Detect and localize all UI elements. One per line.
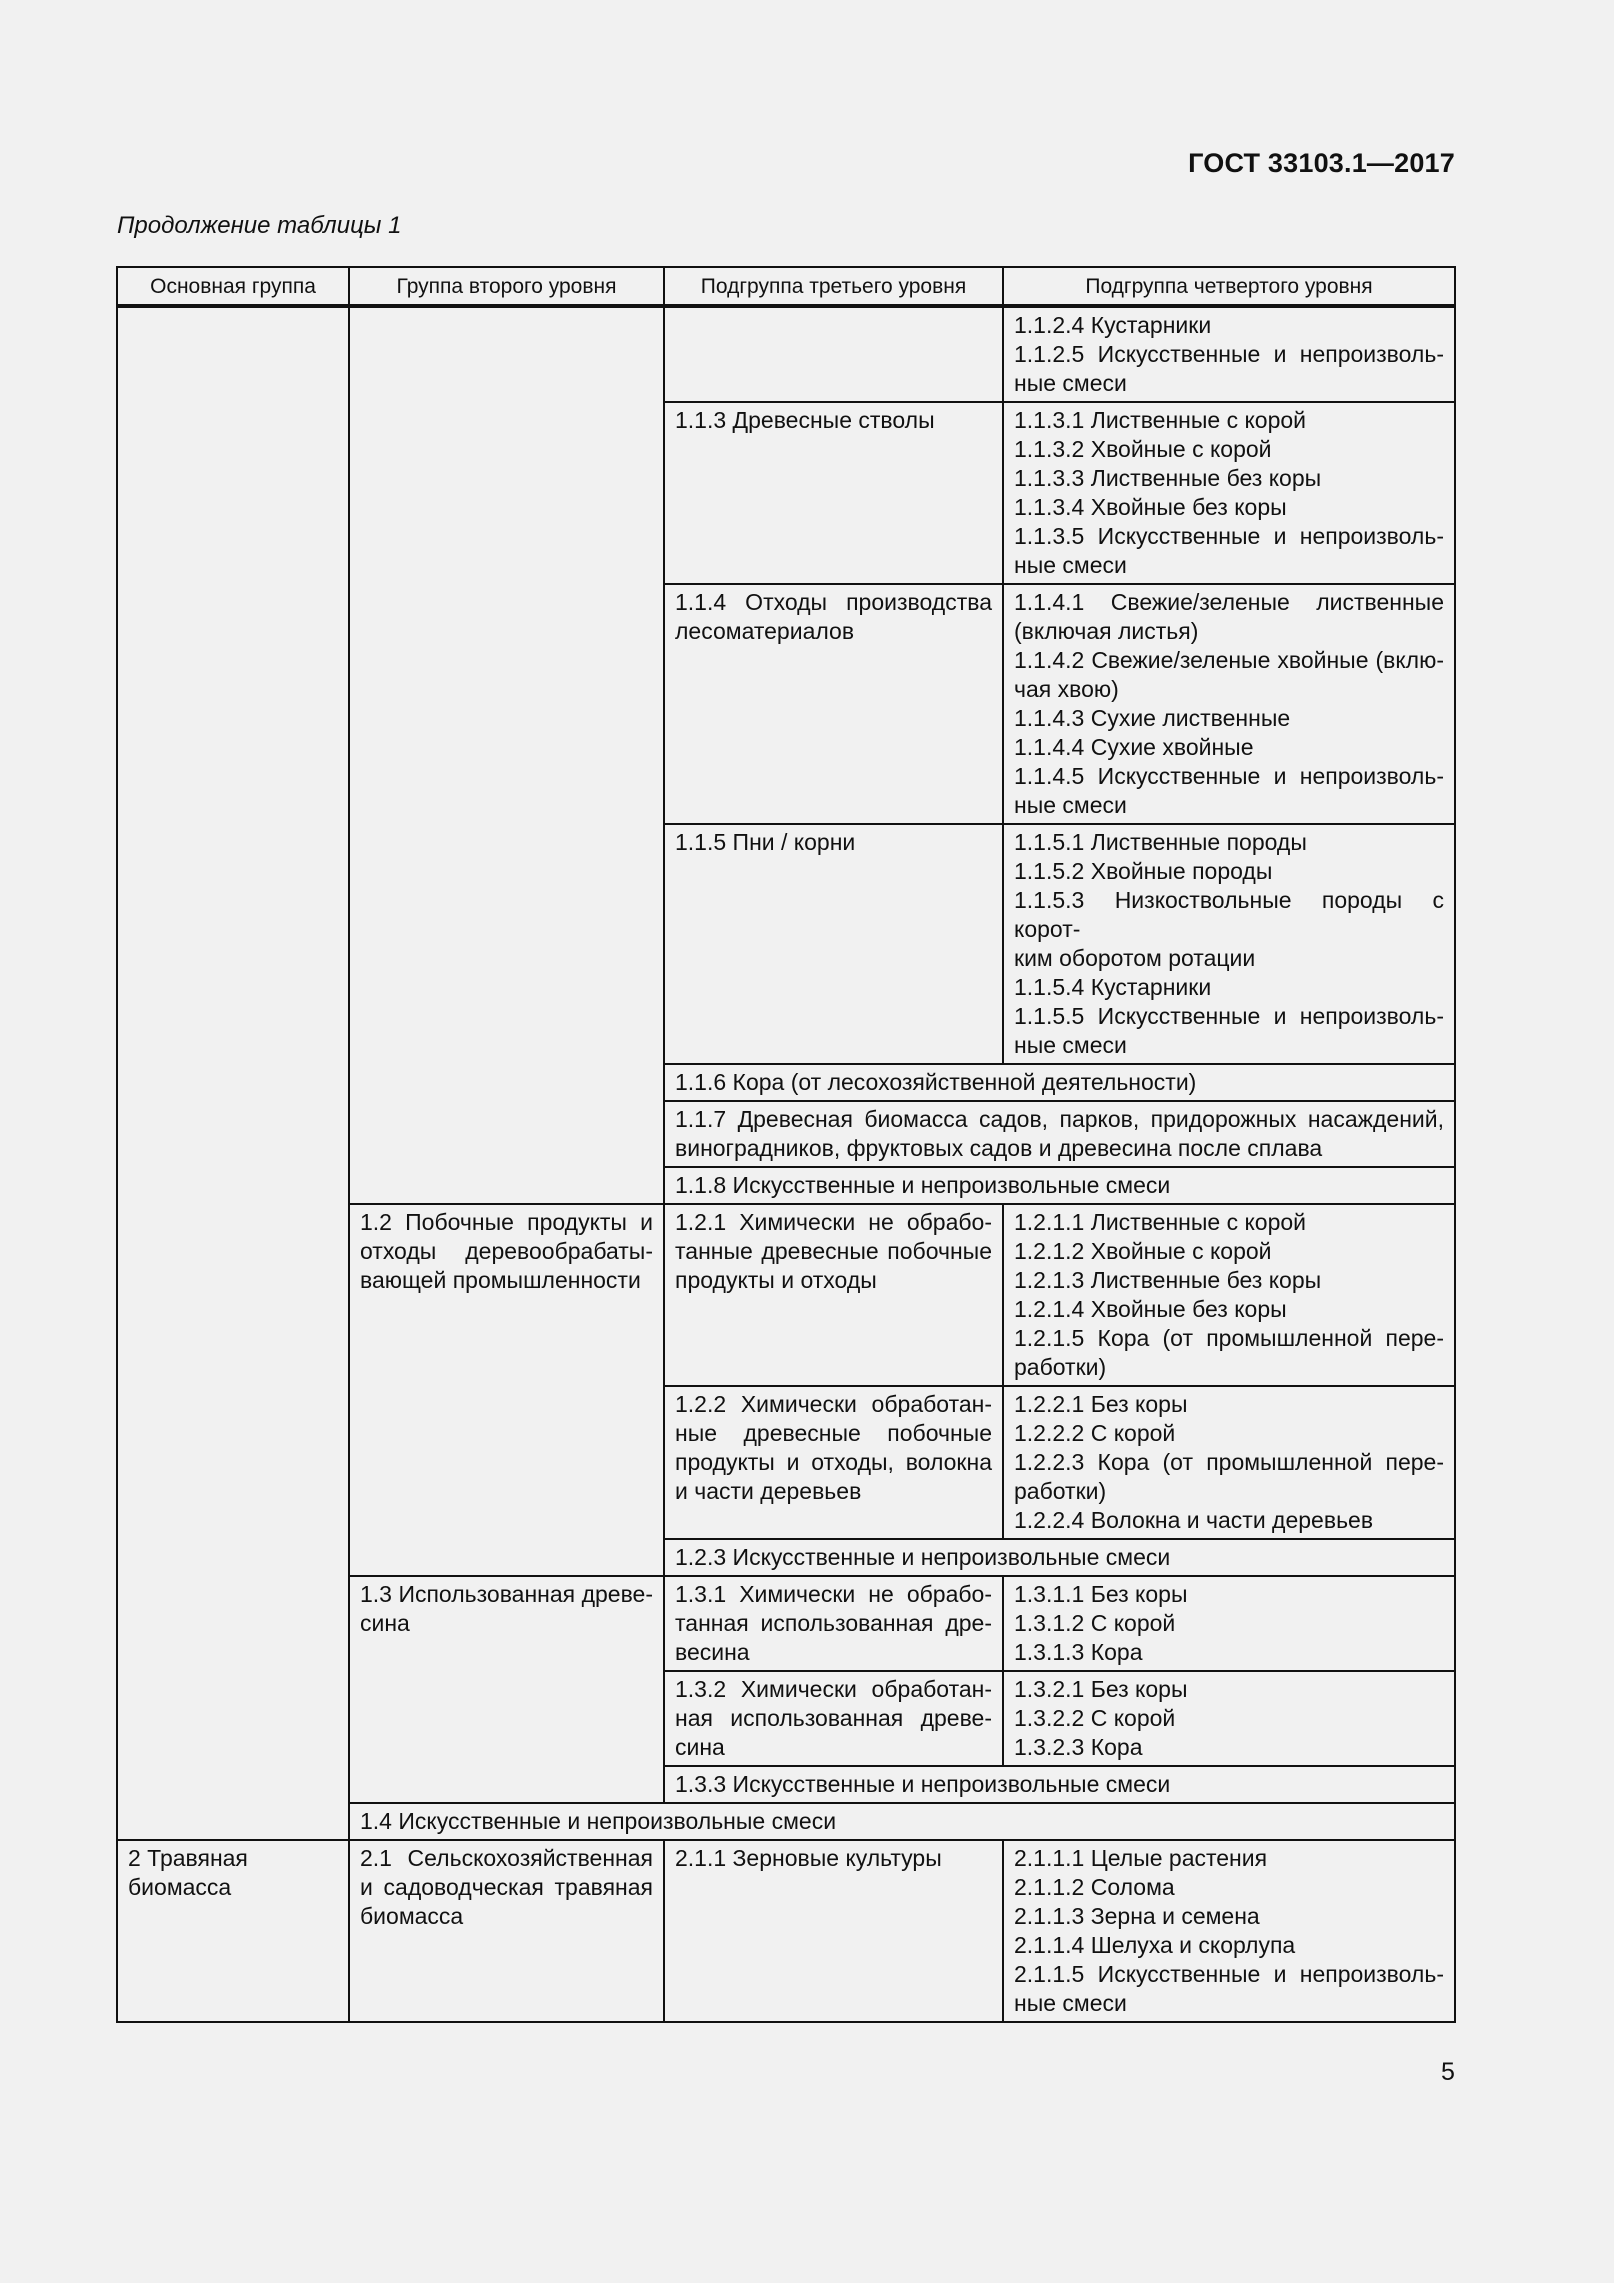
cell-subgroup-1-1-3: 1.1.3 Древесные стволы <box>664 402 1003 584</box>
table-caption: Продолжение таблицы 1 <box>117 212 402 239</box>
cell-main-group-1 <box>117 306 349 1840</box>
cell-r15-c4: 2.1.1.1 Целые растения 2.1.1.2 Солома 2.1.1.3 Зерна и семена 2.1.1.4 Шелуха и скорлупа 2.1.1.5 Искусственные и непроизволь- ные смеси <box>1003 1840 1455 2022</box>
col-header-main-group: Основная группа <box>117 267 349 306</box>
item-1-1-2-4: 1.1.2.4 Кустарники <box>1014 312 1212 338</box>
cell-group-1-2: 1.2 Побочные продукты и отходы деревообрабаты- вающей промышленности <box>349 1204 664 1576</box>
cell-group-1-1 <box>349 306 664 1204</box>
cell-subgroup-1-3-1: 1.3.1 Химически не обрабо- танная использованная дре- весина <box>664 1576 1003 1671</box>
cell-r8-c4: 1.2.1.1 Лиственные с корой 1.2.1.2 Хвойные с корой 1.2.1.3 Лиственные без коры 1.2.1.4 Хвойные без коры 1.2.1.5 Кора (от промышленной пере- работки) <box>1003 1204 1455 1386</box>
cell-r3-c4: 1.1.4.1 Свежие/зеленые лиственные (включая листья) 1.1.4.2 Свежие/зеленые хвойные (вклю- чая хвою) 1.1.4.3 Сухие лиственные 1.1.4.4 Сухие хвойные 1.1.4.5 Искусственные и непроизволь- ные смеси <box>1003 584 1455 824</box>
classification-table <box>116 266 1456 2023</box>
cell-subgroup-2-1-1: 2.1.1 Зерновые культуры <box>664 1840 1003 2022</box>
item-1-1-2-5-cont: ные смеси <box>1014 370 1127 396</box>
cell-r2-c4: 1.1.3.1 Лиственные с корой 1.1.3.2 Хвойные с корой 1.1.3.3 Лиственные без коры 1.1.3.4 Хвойные без коры 1.1.3.5 Искусственные и непроизволь- ные смеси <box>1003 402 1455 584</box>
cell-r9-c4: 1.2.2.1 Без коры 1.2.2.2 С корой 1.2.2.3 Кора (от промышленной пере- работки) 1.2.2.4 Волокна и части деревьев <box>1003 1386 1455 1539</box>
header-row <box>117 267 1455 306</box>
cell-r12-c4: 1.3.2.1 Без коры 1.3.2.2 С корой 1.3.2.3 Кора <box>1003 1671 1455 1766</box>
standard-number: ГОСТ 33103.1—2017 <box>1188 148 1455 178</box>
cell-subgroup-1-1-2 <box>664 306 1003 402</box>
cell-subgroup-1-1-4: 1.1.4 Отходы производства лесоматериалов <box>664 584 1003 824</box>
item-1-1-2-5: 1.1.2.5 Искусственные и непроизволь- <box>1014 341 1444 367</box>
cell-subgroup-1-2-3: 1.2.3 Искусственные и непроизвольные смеси <box>664 1539 1455 1576</box>
cell-r1-c4 <box>1003 306 1455 402</box>
cell-main-group-2: 2 Травяная биомасса <box>117 1840 349 2022</box>
cell-subgroup-1-1-5: 1.1.5 Пни / корни <box>664 824 1003 1064</box>
table-row <box>117 1840 1455 2022</box>
cell-subgroup-1-3-3: 1.3.3 Искусственные и непроизвольные смеси <box>664 1766 1455 1803</box>
cell-r4-c4: 1.1.5.1 Лиственные породы 1.1.5.2 Хвойные породы 1.1.5.3 Низкоствольные породы с корот- ким оборотом ротации 1.1.5.4 Кустарники 1.1.5.5 Искусственные и непроизволь- ные смеси <box>1003 824 1455 1064</box>
cell-subgroup-1-2-1: 1.2.1 Химически не обрабо- танные древесные побочные продукты и отходы <box>664 1204 1003 1386</box>
cell-subgroup-1-1-7: 1.1.7 Древесная биомасса садов, парков, придорожных насаждений, виноградников, фруктовых садов и древесина после сплава <box>664 1101 1455 1167</box>
cell-group-2-1: 2.1 Сельскохозяйственная и садоводческая травяная биомасса <box>349 1840 664 2022</box>
cell-r11-c4: 1.3.1.1 Без коры 1.3.1.2 С корой 1.3.1.3 Кора <box>1003 1576 1455 1671</box>
cell-group-1-4: 1.4 Искусственные и непроизвольные смеси <box>349 1803 1455 1840</box>
cell-subgroup-1-1-8: 1.1.8 Искусственные и непроизвольные смеси <box>664 1167 1455 1204</box>
col-header-fourth-level: Подгруппа четвертого уровня <box>1003 267 1455 306</box>
col-header-second-level: Группа второго уровня <box>349 267 664 306</box>
cell-subgroup-1-2-2: 1.2.2 Химически обработан- ные древесные побочные продукты и отходы, волокна и части деревьев <box>664 1386 1003 1539</box>
cell-subgroup-1-3-2: 1.3.2 Химически обработан- ная использованная древе- сина <box>664 1671 1003 1766</box>
page-number: 5 <box>1441 2058 1455 2086</box>
cell-group-1-3: 1.3 Использованная древе- сина <box>349 1576 664 1803</box>
cell-subgroup-1-1-6: 1.1.6 Кора (от лесохозяйственной деятельности) <box>664 1064 1455 1101</box>
table-row <box>117 306 1455 402</box>
col-header-third-level: Подгруппа третьего уровня <box>664 267 1003 306</box>
